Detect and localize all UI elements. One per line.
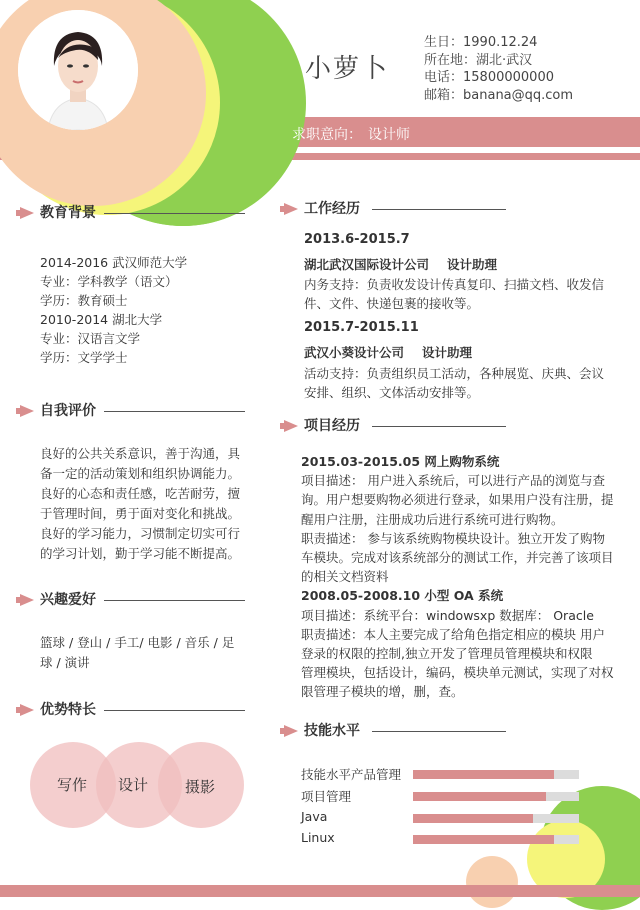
info-location: 所在地：湖北·武汉	[424, 52, 533, 68]
strength-label: 写作	[57, 776, 88, 794]
job-description: 活动支持：负责组织员工活动，各种展览、庆典、会议 安排、组织、文体活动安排等。	[304, 366, 605, 400]
info-email: 邮箱：banana@qq.com	[424, 87, 574, 103]
skill-row: 技能水平产品管理	[301, 765, 601, 786]
section-title: 教育背景	[40, 205, 96, 221]
section-projects	[276, 415, 516, 435]
section-title: 优势特长	[40, 702, 96, 718]
skill-bar-fill	[413, 814, 533, 823]
education-list	[40, 253, 187, 367]
skill-bar-fill	[413, 770, 554, 779]
section-arrow-icon	[20, 704, 34, 716]
skill-bar-track	[413, 770, 579, 779]
hobbies-text: 篮球 / 登山 / 手工/ 电影 / 音乐 / 足 球 / 演讲	[40, 635, 235, 670]
strength-label: 设计	[118, 776, 149, 794]
education-line: 2014-2016 武汉师范大学	[40, 255, 188, 270]
candidate-name: 小萝卜	[305, 54, 390, 84]
section-self-evaluation	[12, 400, 247, 420]
section-arrow-icon	[20, 405, 34, 417]
skill-bar-fill	[413, 792, 546, 801]
projects-text: 2015.03-2015.05 网上购物系统 项目描述： 用户进入系统后，可以进行产品的浏览与查 询。用户想要购物必须进行登录，如果用户没有注册，提 醒用户注册，注册成功后进行系统可进行购物。 职责描述： 参与该系统购物模块设计。独立开发了购物 车模块。完成对该系统部分的测试工作，并完善了该项目 的相关文档资料 2008.05-2008.10 小型 OA 系统 项目描述：系统平台：windowsxp 数据库： Oracle 职责描述：本人主要完成了给角色指定相应的模块 用户 登录的权限的控制,独立开发了管理员管理模块和权限 管理模块，包括设计，编码，模块单元测试，实现了对权 限管理子模块的增，删，查。	[301, 454, 614, 700]
education-line: 专业：学科教学（语文）	[40, 274, 178, 289]
section-arrow-icon	[20, 594, 34, 606]
section-title: 工作经历	[304, 201, 360, 217]
section-work	[276, 198, 516, 218]
education-line: 学历：文学学士	[40, 350, 128, 365]
job-objective	[292, 124, 410, 144]
section-education	[12, 202, 247, 222]
footer-bar	[0, 885, 640, 897]
skill-row: 项目管理	[301, 787, 601, 808]
section-title: 技能水平	[304, 723, 360, 739]
skill-bar-track	[413, 835, 579, 844]
section-strengths	[12, 699, 247, 719]
section-title: 自我评价	[40, 403, 96, 419]
job-objective-label: 求职意向：	[292, 127, 362, 143]
project-heading: 2008.05-2008.10 小型 OA 系统	[301, 588, 504, 604]
skills-list	[301, 765, 601, 855]
personal-info	[424, 34, 573, 104]
section-divider	[372, 731, 506, 732]
section-arrow-icon	[284, 725, 298, 737]
skill-bar-fill	[413, 835, 554, 844]
job-company-role	[304, 255, 497, 274]
skill-bar-track	[413, 792, 579, 801]
skill-row: Java	[301, 809, 601, 830]
avatar	[18, 10, 138, 130]
decor-peach-circle-bottom	[466, 856, 518, 908]
job-role: 设计助理	[422, 345, 473, 360]
section-divider	[104, 411, 245, 412]
strength-label: 摄影	[185, 778, 216, 796]
job-description: 内务支持：负责收发设计传真复印、扫描文档、收发信 件、文件、快递包裹的接收等。	[304, 277, 605, 311]
project-heading: 2015.03-2015.05 网上购物系统	[301, 454, 500, 469]
job-period: 2015.7-2015.11	[304, 320, 419, 335]
job-company: 武汉小葵设计公司	[304, 345, 405, 360]
skill-bar-track	[413, 814, 579, 823]
job-objective-value: 设计师	[368, 127, 410, 143]
job-period: 2013.6-2015.7	[304, 232, 410, 247]
section-divider	[104, 600, 245, 601]
education-line: 专业：汉语言文学	[40, 331, 141, 346]
section-divider	[104, 710, 245, 711]
job-company: 湖北武汉国际设计公司	[304, 257, 430, 272]
section-divider	[104, 213, 245, 214]
section-divider	[372, 209, 506, 210]
skill-row: Linux	[301, 830, 601, 851]
section-divider	[372, 426, 506, 427]
section-hobbies	[12, 589, 247, 609]
section-arrow-icon	[284, 203, 298, 215]
job-company-role	[304, 343, 472, 362]
self-evaluation-text: 良好的公共关系意识，善于沟通，具 备一定的活动策划和组织协调能力。 良好的心态和责任感，吃苦耐劳，擅 于管理时间，勇于面对变化和挑战。 良好的学习能力，习惯制定切实可行 的学习计划，勤于学习能不断提高。	[40, 446, 241, 561]
avatar-portrait-icon	[18, 10, 138, 130]
section-arrow-icon	[20, 207, 34, 219]
section-skills	[276, 720, 516, 740]
education-line: 2010-2014 湖北大学	[40, 312, 163, 327]
education-line: 学历：教育硕士	[40, 293, 128, 308]
section-title: 项目经历	[304, 418, 360, 434]
job-role: 设计助理	[447, 257, 498, 272]
info-phone: 电话：15800000000	[424, 70, 554, 85]
info-birthday: 生日：1990.12.24	[424, 35, 538, 50]
section-title: 兴趣爱好	[40, 592, 96, 608]
section-arrow-icon	[284, 420, 298, 432]
